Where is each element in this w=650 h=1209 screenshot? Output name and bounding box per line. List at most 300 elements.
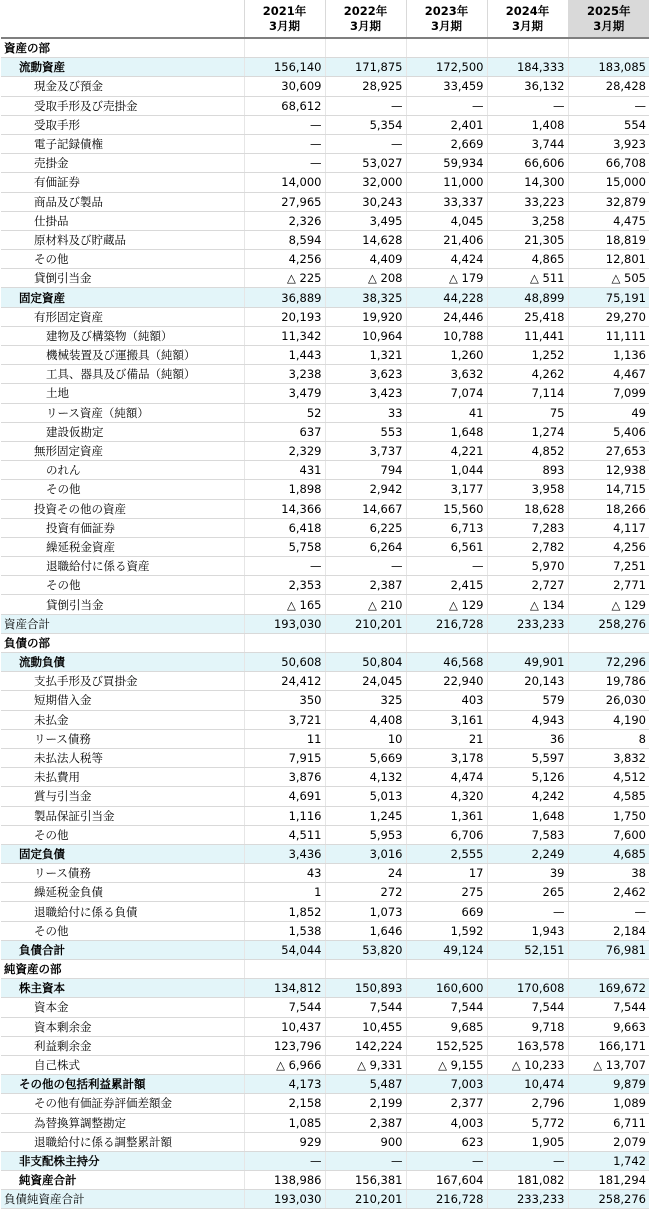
value-cell: 50,608 (244, 653, 325, 672)
table-row (1, 346, 649, 365)
row-label: 現金及び預金 (1, 77, 244, 96)
value-cell (406, 633, 487, 652)
value-cell: 12,938 (568, 461, 649, 480)
value-cell: 33,223 (487, 192, 568, 211)
value-cell: 7,544 (325, 998, 406, 1017)
table-row (1, 864, 649, 883)
value-cell: 2,353 (244, 576, 325, 595)
value-cell: △ 129 (568, 595, 649, 614)
value-cell: 3,016 (325, 844, 406, 863)
value-cell: 21,305 (487, 230, 568, 249)
value-cell: 46,568 (406, 653, 487, 672)
value-cell: 2,387 (325, 576, 406, 595)
table-row (1, 1094, 649, 1113)
value-cell: 3,423 (325, 384, 406, 403)
year-label: 2022年 (343, 3, 388, 18)
section-header-row (1, 38, 649, 58)
value-cell: 1,648 (487, 806, 568, 825)
value-cell: — (325, 1151, 406, 1170)
value-cell: 1 (244, 883, 325, 902)
value-cell: 68,612 (244, 96, 325, 115)
row-label: その他有価証券評価差額金 (1, 1094, 244, 1113)
value-cell: 142,224 (325, 1036, 406, 1055)
value-cell: 6,225 (325, 518, 406, 537)
value-cell: — (325, 557, 406, 576)
row-label: 利益剰余金 (1, 1036, 244, 1055)
value-cell: 1,408 (487, 115, 568, 134)
value-cell: 794 (325, 461, 406, 480)
value-cell (325, 38, 406, 58)
value-cell: 5,126 (487, 768, 568, 787)
table-row (1, 787, 649, 806)
value-cell: 181,294 (568, 1171, 649, 1190)
value-cell: △ 225 (244, 269, 325, 288)
value-cell: 1,044 (406, 461, 487, 480)
value-cell: 30,243 (325, 192, 406, 211)
value-cell: 3,623 (325, 365, 406, 384)
value-cell: 2,942 (325, 480, 406, 499)
value-cell: — (244, 1151, 325, 1170)
value-cell: △ 10,233 (487, 1055, 568, 1074)
value-cell: 3,721 (244, 710, 325, 729)
value-cell: 4,512 (568, 768, 649, 787)
value-cell: 3,832 (568, 748, 649, 767)
value-cell: 5,013 (325, 787, 406, 806)
value-cell: — (487, 1151, 568, 1170)
value-cell: 49 (568, 403, 649, 422)
subtotal-row (1, 979, 649, 998)
value-cell: 24,412 (244, 672, 325, 691)
value-cell: △ 134 (487, 595, 568, 614)
value-cell: 350 (244, 691, 325, 710)
value-cell: 1,116 (244, 806, 325, 825)
value-cell: — (406, 1151, 487, 1170)
value-cell: 15,000 (568, 173, 649, 192)
value-cell: 210,201 (325, 614, 406, 633)
value-cell: 5,758 (244, 537, 325, 556)
value-cell (568, 633, 649, 652)
value-cell (406, 38, 487, 58)
value-cell: 5,970 (487, 557, 568, 576)
value-cell: 53,027 (325, 154, 406, 173)
value-cell: 4,691 (244, 787, 325, 806)
value-cell: 52 (244, 403, 325, 422)
row-label: 資本金 (1, 998, 244, 1017)
table-row (1, 825, 649, 844)
value-cell: 166,171 (568, 1036, 649, 1055)
value-cell: 258,276 (568, 1190, 649, 1209)
value-cell: 14,366 (244, 499, 325, 518)
value-cell: 7,114 (487, 384, 568, 403)
subtotal-row (1, 653, 649, 672)
year-label: 2023年 (424, 3, 469, 18)
value-cell: 4,585 (568, 787, 649, 806)
subtotal-row (1, 58, 649, 77)
value-cell (487, 633, 568, 652)
value-cell: 20,193 (244, 307, 325, 326)
row-label: 固定負債 (1, 844, 244, 863)
row-label: 仕掛品 (1, 211, 244, 230)
row-label: その他の包括利益累計額 (1, 1075, 244, 1094)
value-cell: 2,199 (325, 1094, 406, 1113)
value-cell: 258,276 (568, 614, 649, 633)
value-cell: 2,329 (244, 441, 325, 460)
value-cell: 1,260 (406, 346, 487, 365)
value-cell: 4,256 (568, 537, 649, 556)
value-cell: — (568, 902, 649, 921)
value-cell: 36,889 (244, 288, 325, 307)
subtotal-row (1, 1171, 649, 1190)
period-label: 3月期 (349, 18, 381, 33)
table-row (1, 77, 649, 96)
row-label: 未払法人税等 (1, 748, 244, 767)
value-cell: 1,245 (325, 806, 406, 825)
table-row (1, 806, 649, 825)
value-cell: 14,628 (325, 230, 406, 249)
value-cell: 36 (487, 729, 568, 748)
value-cell: 2,184 (568, 921, 649, 940)
value-cell: 2,158 (244, 1094, 325, 1113)
value-cell: 216,728 (406, 614, 487, 633)
value-cell: 50,804 (325, 653, 406, 672)
row-label: 原材料及び貯蔵品 (1, 230, 244, 249)
table-row (1, 921, 649, 940)
row-label: その他 (1, 825, 244, 844)
table-row (1, 173, 649, 192)
value-cell: — (244, 557, 325, 576)
header-row (1, 0, 649, 38)
value-cell: 14,715 (568, 480, 649, 499)
value-cell: 19,786 (568, 672, 649, 691)
row-label: リース債務 (1, 864, 244, 883)
value-cell (244, 38, 325, 58)
period-label: 3月期 (268, 18, 300, 33)
row-label: 負債の部 (1, 633, 244, 652)
value-cell: 3,436 (244, 844, 325, 863)
value-cell: 1,089 (568, 1094, 649, 1113)
value-cell: △ 165 (244, 595, 325, 614)
row-label: 投資有価証券 (1, 518, 244, 537)
subtotal-row (1, 288, 649, 307)
row-label: 売掛金 (1, 154, 244, 173)
row-label: 未払費用 (1, 768, 244, 787)
table-row (1, 902, 649, 921)
value-cell: 4,943 (487, 710, 568, 729)
row-label: 退職給付に係る資産 (1, 557, 244, 576)
value-cell: 1,592 (406, 921, 487, 940)
value-cell: 1,274 (487, 422, 568, 441)
row-label: 流動資産 (1, 58, 244, 77)
value-cell: 4,173 (244, 1075, 325, 1094)
value-cell: 160,600 (406, 979, 487, 998)
value-cell: 3,178 (406, 748, 487, 767)
value-cell: 325 (325, 691, 406, 710)
value-cell: 1,905 (487, 1132, 568, 1151)
value-cell: 32,000 (325, 173, 406, 192)
table-row (1, 307, 649, 326)
row-label: 無形固定資産 (1, 441, 244, 460)
row-label: 純資産合計 (1, 1171, 244, 1190)
value-cell: 554 (568, 115, 649, 134)
value-cell: 5,354 (325, 115, 406, 134)
value-cell: 3,923 (568, 134, 649, 153)
table-row (1, 729, 649, 748)
value-cell: 275 (406, 883, 487, 902)
value-cell: — (568, 96, 649, 115)
table-row (1, 96, 649, 115)
value-cell: 4,424 (406, 250, 487, 269)
value-cell: 171,875 (325, 58, 406, 77)
row-label: 建物及び構築物（純額） (1, 326, 244, 345)
value-cell: 6,711 (568, 1113, 649, 1132)
table-row (1, 154, 649, 173)
value-cell: 27,965 (244, 192, 325, 211)
table-row (1, 518, 649, 537)
value-cell: 10 (325, 729, 406, 748)
value-cell: 3,258 (487, 211, 568, 230)
table-row (1, 461, 649, 480)
subtotal-row (1, 1075, 649, 1094)
value-cell: 4,256 (244, 250, 325, 269)
value-cell (487, 960, 568, 979)
table-row (1, 1055, 649, 1074)
value-cell (487, 38, 568, 58)
row-label: 機械装置及び運搬具（純額） (1, 346, 244, 365)
row-label: 退職給付に係る負債 (1, 902, 244, 921)
value-cell: 75,191 (568, 288, 649, 307)
value-cell: 5,772 (487, 1113, 568, 1132)
value-cell: 2,387 (325, 1113, 406, 1132)
value-cell: 10,964 (325, 326, 406, 345)
value-cell: 7,600 (568, 825, 649, 844)
table-row (1, 557, 649, 576)
value-cell: 6,418 (244, 518, 325, 537)
value-cell: 3,737 (325, 441, 406, 460)
value-cell: 193,030 (244, 1190, 325, 1209)
row-label: 負債合計 (1, 940, 244, 959)
value-cell: 48,899 (487, 288, 568, 307)
value-cell: 4,467 (568, 365, 649, 384)
header-label-cell (1, 0, 244, 38)
value-cell: 28,428 (568, 77, 649, 96)
value-cell: 210,201 (325, 1190, 406, 1209)
table-row (1, 710, 649, 729)
table-row (1, 269, 649, 288)
year-label: 2024年 (505, 3, 550, 18)
value-cell: △ 210 (325, 595, 406, 614)
value-cell: 216,728 (406, 1190, 487, 1209)
value-cell: 9,663 (568, 1017, 649, 1036)
value-cell: 123,796 (244, 1036, 325, 1055)
year-label: 2021年 (262, 3, 307, 18)
value-cell: 29,270 (568, 307, 649, 326)
table-row (1, 250, 649, 269)
value-cell: 1,646 (325, 921, 406, 940)
subtotal-row (1, 1190, 649, 1209)
table-row (1, 1132, 649, 1151)
value-cell: 7,003 (406, 1075, 487, 1094)
value-cell: △ 9,331 (325, 1055, 406, 1074)
subtotal-row (1, 940, 649, 959)
value-cell: 53,820 (325, 940, 406, 959)
value-cell: 4,132 (325, 768, 406, 787)
row-label: 支払手形及び買掛金 (1, 672, 244, 691)
value-cell: 52,151 (487, 940, 568, 959)
value-cell: 3,632 (406, 365, 487, 384)
value-cell: 4,117 (568, 518, 649, 537)
value-cell: △ 511 (487, 269, 568, 288)
value-cell: 18,819 (568, 230, 649, 249)
value-cell: 33,337 (406, 192, 487, 211)
value-cell: — (325, 96, 406, 115)
row-label: 有価証券 (1, 173, 244, 192)
value-cell: 2,796 (487, 1094, 568, 1113)
value-cell (325, 960, 406, 979)
value-cell: — (244, 134, 325, 153)
row-label: 建設仮勘定 (1, 422, 244, 441)
value-cell: 18,628 (487, 499, 568, 518)
row-label: 短期借入金 (1, 691, 244, 710)
row-label: 受取手形及び売掛金 (1, 96, 244, 115)
value-cell: 3,161 (406, 710, 487, 729)
value-cell: 156,140 (244, 58, 325, 77)
value-cell: 2,727 (487, 576, 568, 595)
value-cell: 4,408 (325, 710, 406, 729)
row-label: 自己株式 (1, 1055, 244, 1074)
value-cell: 4,685 (568, 844, 649, 863)
value-cell: 7,099 (568, 384, 649, 403)
value-cell: 3,495 (325, 211, 406, 230)
value-cell: — (406, 557, 487, 576)
value-cell: 1,085 (244, 1113, 325, 1132)
value-cell: 7,544 (244, 998, 325, 1017)
value-cell: 893 (487, 461, 568, 480)
row-label: その他 (1, 480, 244, 499)
value-cell: 14,300 (487, 173, 568, 192)
row-label: 流動負債 (1, 653, 244, 672)
value-cell: 7,915 (244, 748, 325, 767)
section-header-row (1, 633, 649, 652)
value-cell: 2,377 (406, 1094, 487, 1113)
value-cell: 1,742 (568, 1151, 649, 1170)
value-cell: 4,045 (406, 211, 487, 230)
value-cell: 233,233 (487, 614, 568, 633)
value-cell: 9,718 (487, 1017, 568, 1036)
value-cell: 1,898 (244, 480, 325, 499)
value-cell: 184,333 (487, 58, 568, 77)
row-label: 受取手形 (1, 115, 244, 134)
value-cell: △ 9,155 (406, 1055, 487, 1074)
value-cell: 193,030 (244, 614, 325, 633)
value-cell: 44,228 (406, 288, 487, 307)
value-cell: △ 179 (406, 269, 487, 288)
table-row (1, 1036, 649, 1055)
value-cell: 2,249 (487, 844, 568, 863)
table-row (1, 134, 649, 153)
value-cell: 10,437 (244, 1017, 325, 1036)
row-label: 資産合計 (1, 614, 244, 633)
value-cell: 4,852 (487, 441, 568, 460)
value-cell: 152,525 (406, 1036, 487, 1055)
value-cell: 929 (244, 1132, 325, 1151)
row-label: 固定資産 (1, 288, 244, 307)
value-cell: 49,901 (487, 653, 568, 672)
value-cell: — (487, 902, 568, 921)
value-cell: 11,000 (406, 173, 487, 192)
value-cell: 7,251 (568, 557, 649, 576)
value-cell: 24 (325, 864, 406, 883)
value-cell: 2,555 (406, 844, 487, 863)
value-cell: 7,544 (487, 998, 568, 1017)
year-header-2021 (244, 0, 325, 38)
value-cell: 6,561 (406, 537, 487, 556)
value-cell: 138,986 (244, 1171, 325, 1190)
value-cell: 6,264 (325, 537, 406, 556)
value-cell: 6,713 (406, 518, 487, 537)
value-cell: 7,283 (487, 518, 568, 537)
table-row (1, 403, 649, 422)
table-row (1, 1113, 649, 1132)
table-row (1, 326, 649, 345)
value-cell: 2,669 (406, 134, 487, 153)
table-row (1, 748, 649, 767)
value-cell: 72,296 (568, 653, 649, 672)
table-row (1, 384, 649, 403)
value-cell: 59,934 (406, 154, 487, 173)
value-cell: 669 (406, 902, 487, 921)
value-cell: 5,597 (487, 748, 568, 767)
value-cell: 167,604 (406, 1171, 487, 1190)
value-cell: 172,500 (406, 58, 487, 77)
period-label: 3月期 (511, 18, 543, 33)
row-label: その他 (1, 576, 244, 595)
value-cell: △ 13,707 (568, 1055, 649, 1074)
value-cell: 900 (325, 1132, 406, 1151)
value-cell: 5,487 (325, 1075, 406, 1094)
value-cell: 272 (325, 883, 406, 902)
value-cell: 1,321 (325, 346, 406, 365)
value-cell: 27,653 (568, 441, 649, 460)
value-cell: △ 505 (568, 269, 649, 288)
value-cell: 134,812 (244, 979, 325, 998)
value-cell: 3,238 (244, 365, 325, 384)
value-cell: 11,342 (244, 326, 325, 345)
value-cell: 579 (487, 691, 568, 710)
table-row (1, 441, 649, 460)
value-cell: 163,578 (487, 1036, 568, 1055)
value-cell: 156,381 (325, 1171, 406, 1190)
value-cell: 169,672 (568, 979, 649, 998)
value-cell: 2,462 (568, 883, 649, 902)
value-cell: 265 (487, 883, 568, 902)
subtotal-row (1, 1151, 649, 1170)
value-cell: 1,136 (568, 346, 649, 365)
table-row (1, 576, 649, 595)
value-cell (244, 960, 325, 979)
year-header-2024 (487, 0, 568, 38)
row-label: のれん (1, 461, 244, 480)
value-cell: 1,443 (244, 346, 325, 365)
value-cell: 181,082 (487, 1171, 568, 1190)
value-cell: 38,325 (325, 288, 406, 307)
value-cell (568, 38, 649, 58)
table-row (1, 422, 649, 441)
value-cell: 2,415 (406, 576, 487, 595)
value-cell: 26,030 (568, 691, 649, 710)
value-cell: 2,771 (568, 576, 649, 595)
value-cell: 3,876 (244, 768, 325, 787)
value-cell: 54,044 (244, 940, 325, 959)
